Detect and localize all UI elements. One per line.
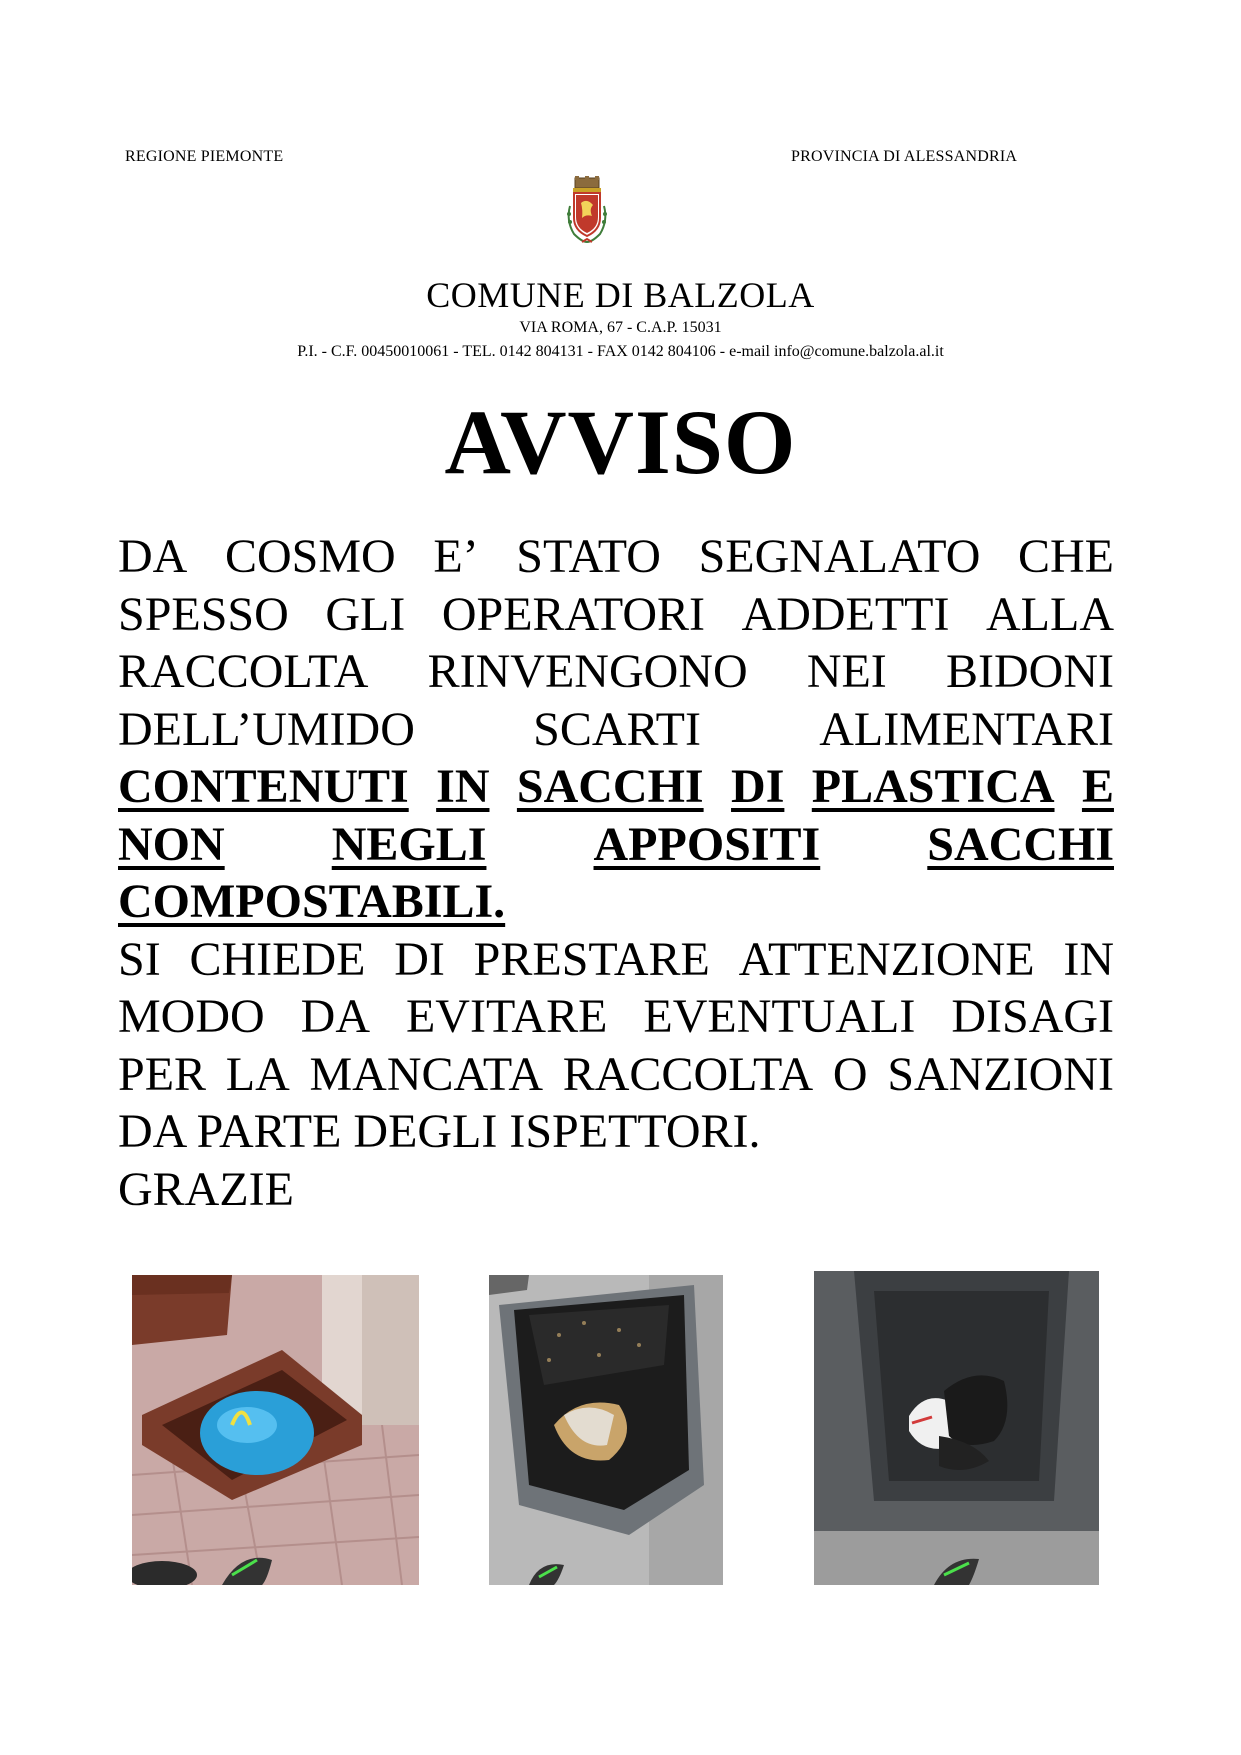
coat-of-arms-icon — [562, 176, 612, 248]
word: IN — [1063, 932, 1114, 986]
photo-black-bin-plastic-bag — [489, 1275, 723, 1585]
word: DELL’UMIDO — [118, 702, 415, 756]
word: GLI — [325, 587, 406, 641]
photo-brown-bin-blue-bag — [132, 1275, 419, 1585]
region-label: REGIONE PIEMONTE — [125, 148, 284, 165]
request-line — [118, 931, 1114, 989]
word: PER — [118, 1047, 207, 1101]
notice-emphasis-line — [118, 816, 1114, 874]
word: MANCATA — [309, 1047, 543, 1101]
notice-line — [118, 586, 1114, 644]
word: ALIMENTARI — [819, 702, 1114, 756]
closing-text: GRAZIE — [118, 1162, 294, 1216]
word: PRESTARE — [473, 932, 710, 986]
notice-line — [118, 643, 1114, 701]
word: STATO — [516, 530, 661, 583]
request-line — [118, 988, 1114, 1046]
word: APPOSITI — [593, 817, 821, 871]
word: NON — [118, 817, 225, 871]
notice-emphasis-line — [118, 873, 1114, 931]
word: COMPOSTABILI. — [118, 875, 506, 928]
notice-line — [118, 528, 1114, 586]
municipality-address: VIA ROMA, 67 - C.A.P. 15031 — [519, 319, 722, 336]
province-label: PROVINCIA DI ALESSANDRIA — [791, 148, 1018, 165]
word: SACCHI — [927, 817, 1114, 871]
word: ADDETTI — [741, 587, 950, 641]
notice-line — [118, 701, 1114, 759]
word: EVENTUALI — [643, 990, 916, 1043]
word: RACCOLTA — [562, 1047, 814, 1101]
word: ALLA — [986, 587, 1114, 641]
request-line: DA PARTE DEGLI ISPETTORI. — [118, 1105, 761, 1158]
word: SCARTI — [533, 702, 701, 756]
word: SACCHI — [516, 760, 704, 813]
word: DA — [118, 530, 188, 583]
word: SPESSO — [118, 587, 289, 641]
word: COSMO — [224, 530, 396, 583]
notice-title: AVVISO — [444, 391, 797, 493]
word: RACCOLTA — [118, 645, 369, 698]
word: BIDONI — [945, 645, 1114, 698]
notice-emphasis-line — [118, 758, 1114, 816]
word: CHIEDE — [189, 932, 366, 986]
word: RINVENGONO — [427, 645, 748, 698]
word: CHE — [1018, 530, 1114, 583]
word: ATTENZIONE — [738, 932, 1035, 986]
photo-grey-bin-bags — [814, 1271, 1099, 1585]
word: E’ — [433, 530, 479, 583]
word: SEGNALATO — [698, 530, 981, 583]
municipality-contacts: P.I. - C.F. 00450010061 - TEL. 0142 804131 - FAX 0142 804106 - e-mail info@comune.balzola.al.it — [297, 343, 944, 360]
word: DI — [731, 760, 785, 813]
word: CONTENUTI — [118, 760, 409, 813]
word: SI — [118, 932, 161, 986]
word: PLASTICA — [811, 760, 1055, 813]
word: SANZIONI — [887, 1047, 1114, 1101]
word: NEI — [806, 645, 887, 698]
word: OPERATORI — [441, 587, 705, 641]
word: O — [832, 1047, 868, 1101]
word: DISAGI — [951, 990, 1114, 1043]
word: EVITARE — [405, 990, 608, 1043]
word: NEGLI — [331, 817, 487, 871]
notice-body — [118, 528, 1114, 1218]
word: DA — [300, 990, 370, 1043]
municipality-name: COMUNE DI BALZOLA — [426, 275, 815, 315]
request-line — [118, 1046, 1114, 1104]
word: E — [1081, 760, 1114, 813]
word: DI — [394, 932, 445, 986]
word: LA — [225, 1047, 290, 1101]
word: MODO — [118, 990, 265, 1043]
word: IN — [436, 760, 490, 813]
